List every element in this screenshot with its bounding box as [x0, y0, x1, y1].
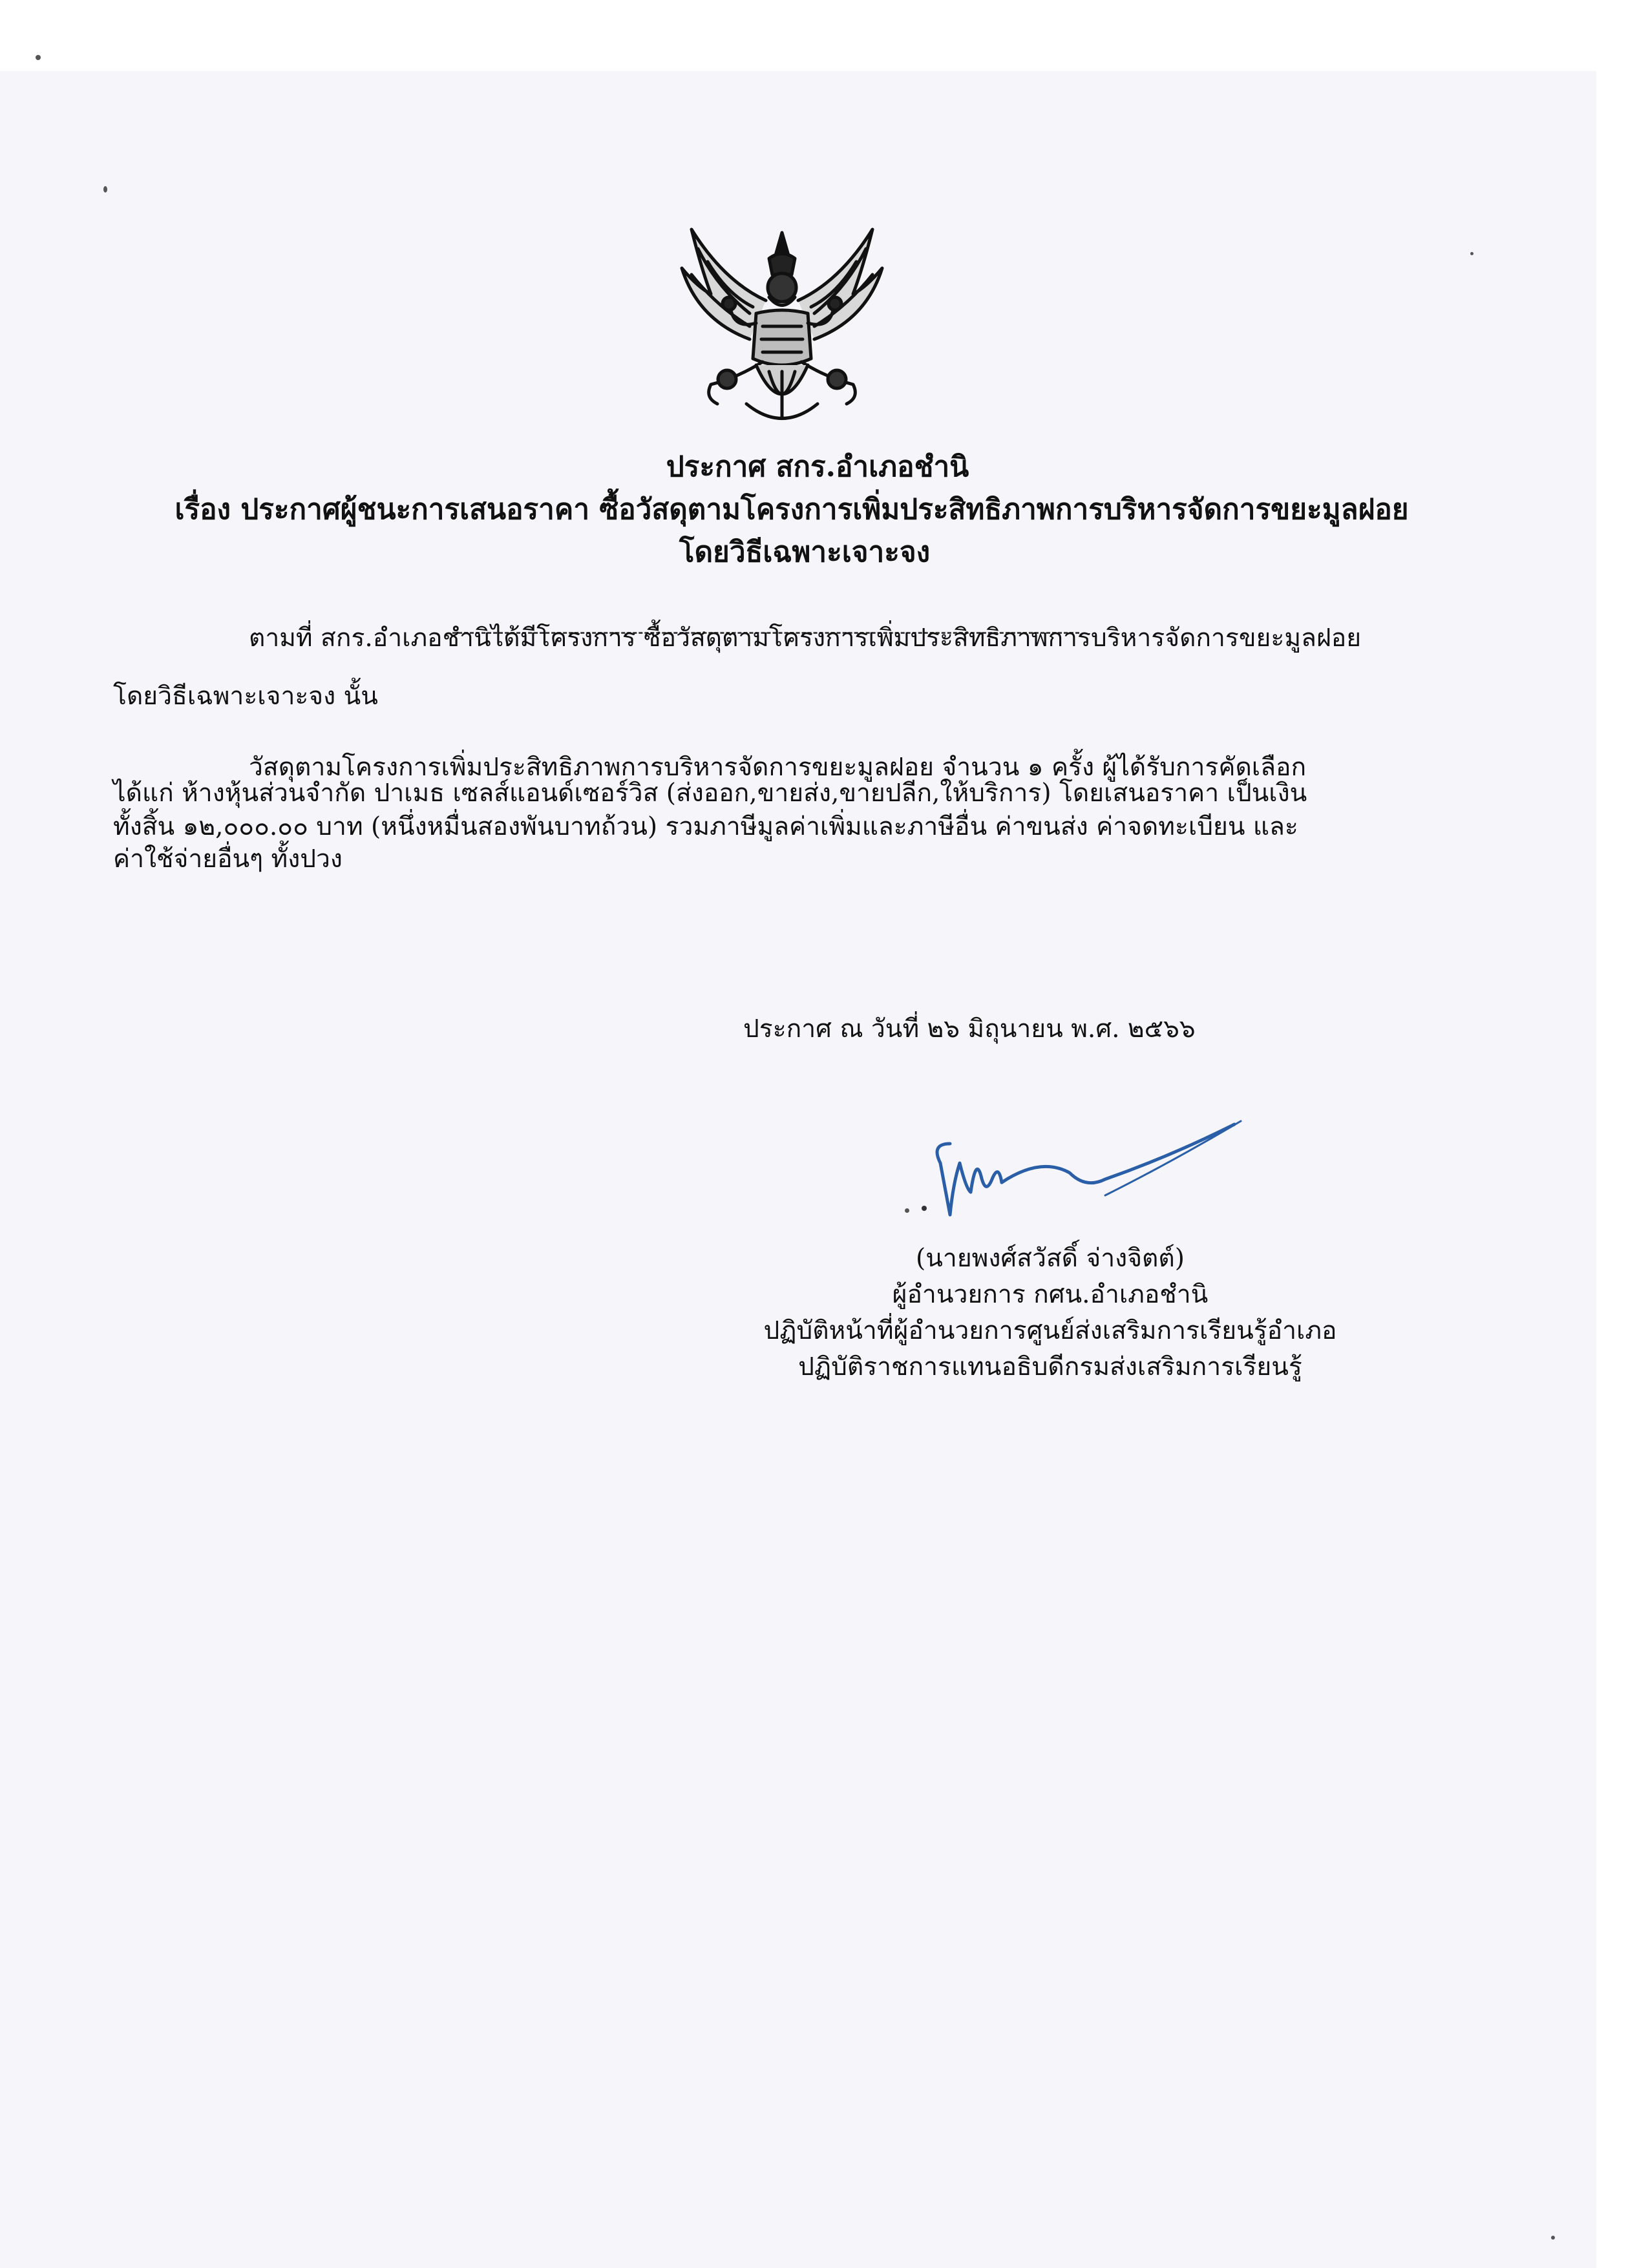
signatory-position-1: ผู้อำนวยการ กศน.อำเภอชำนิ [892, 1280, 1209, 1309]
signatory-block [711, 1241, 1389, 1385]
announcement-date: ประกาศ ณ วันที่ ๒๖ มิถุนายน พ.ศ. ๒๕๖๖ [743, 1014, 1196, 1044]
signatory-position-3: ปฏิบัติราชการแทนอธิบดีกรมส่งเสริมการเรียนรู้ [798, 1352, 1302, 1381]
title-line-3: โดยวิธีเฉพาะเจาะจง [679, 536, 931, 569]
body-paragraph-1-line-2: โดยวิธีเฉพาะเจาะจง นั้น [113, 682, 378, 711]
scan-speck [905, 1208, 909, 1213]
scan-speck [1470, 252, 1474, 255]
handwritten-signature [911, 1118, 1247, 1221]
title-line-1: ประกาศ สกร.อำเภอชำนิ [666, 450, 969, 483]
title-line-2: เรื่อง ประกาศผู้ชนะการเสนอราคา ซื้อวัสดุตามโครงการเพิ่มประสิทธิภาพการบริหารจัดการขยะมูลฝอย [174, 493, 1409, 526]
garuda-emblem-icon [672, 210, 892, 449]
body-paragraph-1-line-1: ตามที่ สกร.อำเภอชำนิได้มีโครงการ ซื้อวัสดุตามโครงการเพิ่มประสิทธิภาพการบริหารจัดการขยะมูลฝอย [249, 624, 1362, 653]
scan-speck [1551, 2236, 1555, 2240]
body-paragraph-2-line-1: วัสดุตามโครงการเพิ่มประสิทธิภาพการบริหารจัดการขยะมูลฝอย จำนวน ๑ ครั้ง ผู้ได้รับการคัดเลือก [249, 753, 1307, 782]
signatory-name: (นายพงศ์สวัสดิ์ จ่างจิตต์) [916, 1244, 1185, 1273]
body-paragraph-2-line-3: ทั้งสิ้น ๑๒,๐๐๐.๐๐ บาท (หนึ่งหมื่นสองพันบาทถ้วน) รวมภาษีมูลค่าเพิ่มและภาษีอื่น ค่าขนส่ง ค่าจดทะเบียน และ [113, 812, 1298, 841]
scan-speck [36, 55, 41, 60]
signatory-position-2: ปฏิบัติหน้าที่ผู้อำนวยการศูนย์ส่งเสริมการเรียนรู้อำเภอ [763, 1316, 1337, 1345]
scan-speck [103, 186, 107, 193]
body-paragraph-2-line-4: ค่าใช้จ่ายอื่นๆ ทั้งปวง [113, 845, 343, 874]
body-paragraph-2-line-2: ได้แก่ ห้างหุ้นส่วนจำกัด ปาเมธ เซลส์แอนด์เซอร์วิส (ส่งออก,ขายส่ง,ขายปลีก,ให้บริการ) โดยเสนอราคา เป็นเงิน [113, 779, 1307, 808]
announcement-title [97, 446, 1486, 574]
